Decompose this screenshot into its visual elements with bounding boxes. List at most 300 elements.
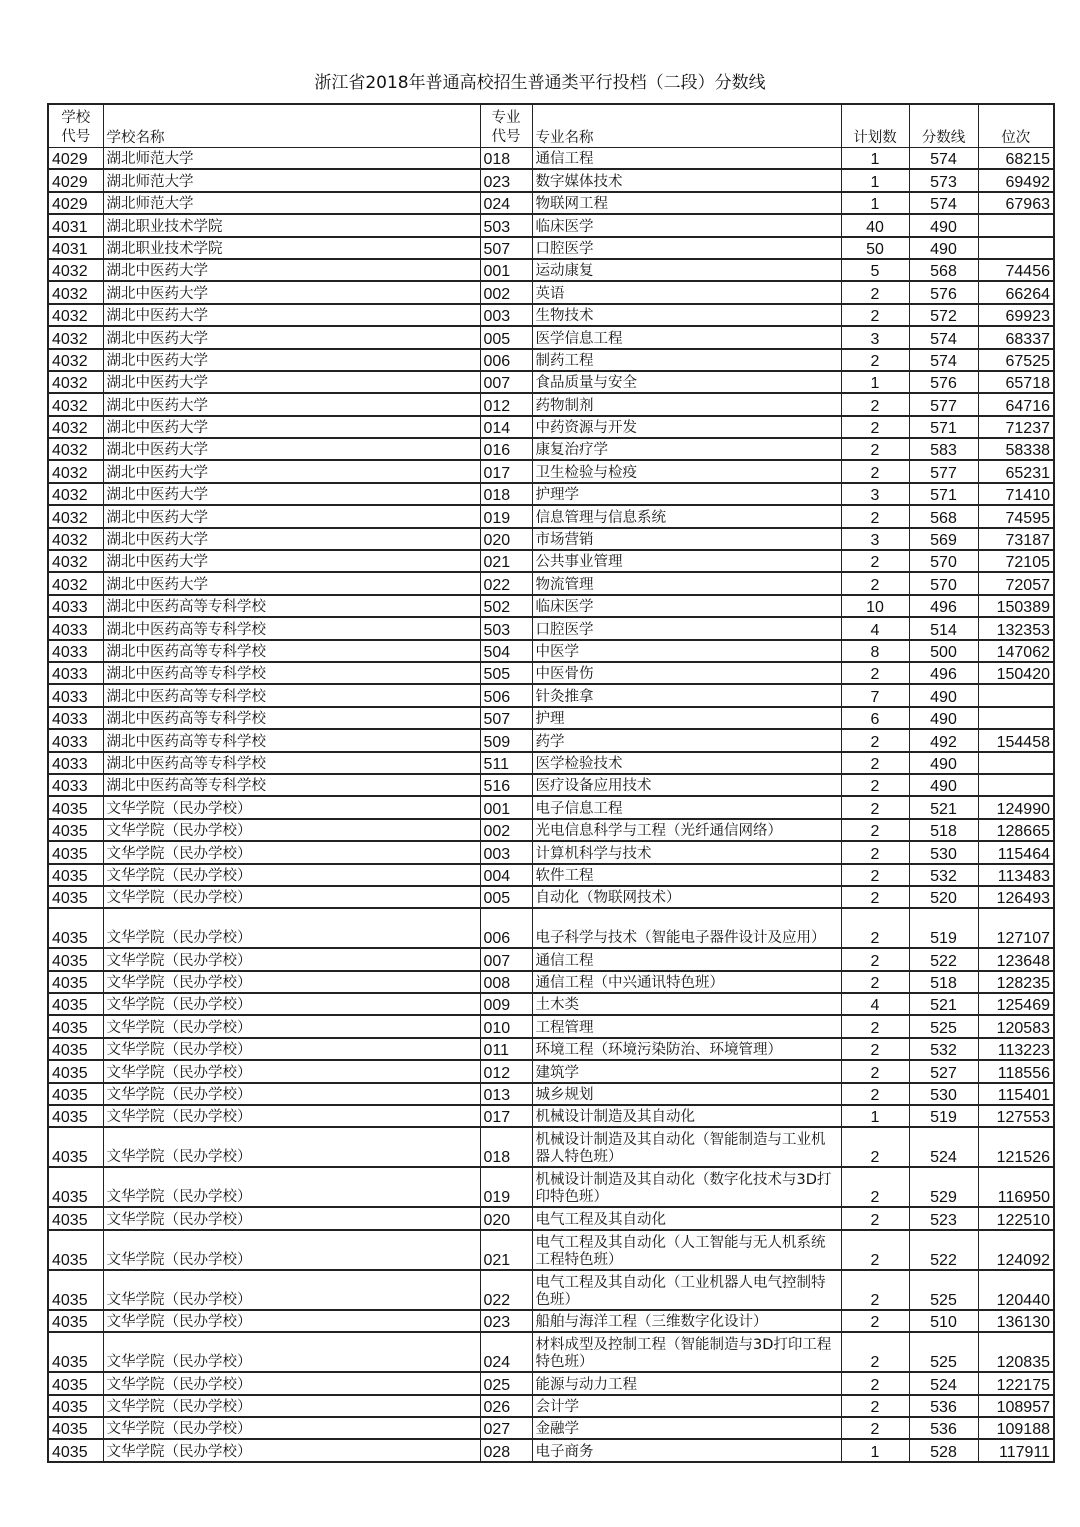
cell-major-code: 026: [480, 1395, 532, 1417]
cell-school-name: 文华学院（民办学校）: [103, 1332, 480, 1372]
cell-major-name: 护理学: [532, 483, 841, 505]
cell-school-code: 4035: [48, 841, 103, 863]
cell-major-name: 口腔医学: [532, 237, 841, 259]
cell-school-name: 文华学院（民办学校）: [103, 864, 480, 886]
cell-plan: 2: [841, 1310, 909, 1332]
cell-plan: 40: [841, 214, 909, 236]
cell-school-name: 文华学院（民办学校）: [103, 1038, 480, 1060]
cell-major-name: 电气工程及其自动化（工业机器人电气控制特色班）: [532, 1270, 841, 1310]
cell-major-code: 019: [480, 505, 532, 527]
cell-school-name: 文华学院（民办学校）: [103, 1310, 480, 1332]
cell-school-name: 湖北中医药大学: [103, 281, 480, 303]
cell-major-code: 024: [480, 192, 532, 214]
cell-plan: 2: [841, 886, 909, 908]
cell-score: 520: [909, 886, 978, 908]
cell-major-code: 011: [480, 1038, 532, 1060]
cell-major-code: 019: [480, 1167, 532, 1207]
cell-school-name: 湖北中医药大学: [103, 349, 480, 371]
cell-rank: 127553: [978, 1105, 1054, 1127]
cell-score: 530: [909, 841, 978, 863]
table-row: [48, 1015, 1054, 1037]
table-row: [48, 550, 1054, 572]
cell-plan: 6: [841, 707, 909, 729]
cell-rank: 109188: [978, 1417, 1054, 1439]
cell-rank: 122510: [978, 1207, 1054, 1229]
cell-rank: 154458: [978, 729, 1054, 751]
cell-score: 570: [909, 572, 978, 594]
cell-school-name: 文华学院（民办学校）: [103, 1439, 480, 1461]
cell-major-code: 018: [480, 483, 532, 505]
score-table: [47, 103, 1055, 1463]
cell-major-name: 制药工程: [532, 349, 841, 371]
cell-plan: 10: [841, 595, 909, 617]
table-row: [48, 841, 1054, 863]
cell-major-name: 电气工程及其自动化（人工智能与无人机系统工程特色班）: [532, 1230, 841, 1270]
cell-plan: 1: [841, 169, 909, 191]
cell-score: 525: [909, 1270, 978, 1310]
cell-score: 571: [909, 483, 978, 505]
cell-school-name: 湖北师范大学: [103, 169, 480, 191]
cell-rank: 150389: [978, 595, 1054, 617]
cell-score: 574: [909, 349, 978, 371]
table-row: [48, 281, 1054, 303]
cell-school-code: 4032: [48, 528, 103, 550]
cell-school-name: 文华学院（民办学校）: [103, 1372, 480, 1394]
cell-plan: 4: [841, 617, 909, 639]
cell-school-name: 文华学院（民办学校）: [103, 1230, 480, 1270]
cell-major-name: 建筑学: [532, 1060, 841, 1082]
cell-plan: 1: [841, 371, 909, 393]
cell-major-name: 临床医学: [532, 214, 841, 236]
table-row: [48, 662, 1054, 684]
cell-major-name: 通信工程: [532, 948, 841, 970]
cell-plan: 2: [841, 1332, 909, 1372]
cell-score: 583: [909, 438, 978, 460]
cell-school-code: 4035: [48, 1417, 103, 1439]
cell-major-code: 503: [480, 214, 532, 236]
table-row: [48, 1332, 1054, 1372]
cell-score: 524: [909, 1127, 978, 1167]
cell-school-code: 4035: [48, 1310, 103, 1332]
cell-school-code: 4035: [48, 1167, 103, 1207]
cell-rank: 124092: [978, 1230, 1054, 1270]
cell-major-name: 医学信息工程: [532, 326, 841, 348]
cell-rank: 69923: [978, 304, 1054, 326]
cell-rank: 122175: [978, 1372, 1054, 1394]
cell-school-name: 湖北中医药大学: [103, 550, 480, 572]
cell-score: 536: [909, 1417, 978, 1439]
cell-major-code: 027: [480, 1417, 532, 1439]
cell-school-code: 4035: [48, 1270, 103, 1310]
cell-plan: 2: [841, 1127, 909, 1167]
cell-school-code: 4035: [48, 971, 103, 993]
table-row: [48, 1310, 1054, 1332]
cell-major-name: 机械设计制造及其自动化（智能制造与工业机器人特色班）: [532, 1127, 841, 1167]
cell-rank: 136130: [978, 1310, 1054, 1332]
cell-major-code: 012: [480, 1060, 532, 1082]
cell-rank: 123648: [978, 948, 1054, 970]
cell-major-name: 环境工程（环境污染防治、环境管理）: [532, 1038, 841, 1060]
table-row: [48, 1230, 1054, 1270]
table-row: [48, 169, 1054, 191]
cell-major-name: 土木类: [532, 993, 841, 1015]
cell-school-code: 4029: [48, 169, 103, 191]
cell-major-name: 物流管理: [532, 572, 841, 594]
cell-major-name: 工程管理: [532, 1015, 841, 1037]
cell-rank: 125469: [978, 993, 1054, 1015]
cell-major-code: 507: [480, 707, 532, 729]
cell-plan: 2: [841, 349, 909, 371]
cell-plan: 5: [841, 259, 909, 281]
cell-school-name: 湖北中医药大学: [103, 483, 480, 505]
cell-school-name: 湖北中医药高等专科学校: [103, 640, 480, 662]
cell-school-name: 文华学院（民办学校）: [103, 886, 480, 908]
table-row: [48, 304, 1054, 326]
cell-score: 572: [909, 304, 978, 326]
cell-school-name: 文华学院（民办学校）: [103, 1060, 480, 1082]
cell-major-code: 001: [480, 796, 532, 818]
cell-score: 525: [909, 1015, 978, 1037]
cell-school-name: 文华学院（民办学校）: [103, 1417, 480, 1439]
cell-rank: 120835: [978, 1332, 1054, 1372]
cell-school-code: 4035: [48, 886, 103, 908]
cell-school-name: 湖北职业技术学院: [103, 237, 480, 259]
cell-plan: 2: [841, 1015, 909, 1037]
cell-major-name: 卫生检验与检疫: [532, 460, 841, 482]
cell-rank: 113223: [978, 1038, 1054, 1060]
cell-major-code: 006: [480, 908, 532, 948]
cell-school-name: 湖北职业技术学院: [103, 214, 480, 236]
cell-school-name: 湖北中医药高等专科学校: [103, 774, 480, 796]
cell-plan: 8: [841, 640, 909, 662]
cell-score: 492: [909, 729, 978, 751]
cell-rank: 120583: [978, 1015, 1054, 1037]
cell-major-code: 002: [480, 819, 532, 841]
cell-plan: 2: [841, 281, 909, 303]
cell-school-code: 4035: [48, 1105, 103, 1127]
table-row: [48, 1207, 1054, 1229]
cell-school-code: 4032: [48, 371, 103, 393]
cell-rank: 115401: [978, 1083, 1054, 1105]
cell-plan: 2: [841, 1207, 909, 1229]
table-row: [48, 460, 1054, 482]
cell-score: 521: [909, 796, 978, 818]
cell-major-code: 023: [480, 169, 532, 191]
cell-score: 527: [909, 1060, 978, 1082]
cell-plan: 1: [841, 192, 909, 214]
cell-rank: 73187: [978, 528, 1054, 550]
cell-major-code: 024: [480, 1332, 532, 1372]
cell-plan: 2: [841, 908, 909, 948]
cell-school-code: 4032: [48, 349, 103, 371]
cell-school-code: 4029: [48, 147, 103, 169]
cell-rank: 68215: [978, 147, 1054, 169]
cell-school-code: 4035: [48, 1395, 103, 1417]
header-row: [48, 104, 1054, 147]
cell-school-code: 4033: [48, 640, 103, 662]
cell-major-code: 022: [480, 572, 532, 594]
cell-school-code: 4035: [48, 1015, 103, 1037]
cell-rank: 69492: [978, 169, 1054, 191]
cell-major-name: 计算机科学与技术: [532, 841, 841, 863]
cell-major-name: 信息管理与信息系统: [532, 505, 841, 527]
cell-major-name: 英语: [532, 281, 841, 303]
table-row: [48, 729, 1054, 751]
table-row: [48, 752, 1054, 774]
cell-school-name: 文华学院（民办学校）: [103, 948, 480, 970]
cell-school-name: 湖北中医药大学: [103, 438, 480, 460]
cell-score: 496: [909, 595, 978, 617]
cell-score: 514: [909, 617, 978, 639]
cell-plan: 2: [841, 841, 909, 863]
cell-score: 525: [909, 1332, 978, 1372]
table-row: [48, 1105, 1054, 1127]
cell-rank: 58338: [978, 438, 1054, 460]
cell-school-code: 4035: [48, 1060, 103, 1082]
cell-school-name: 文华学院（民办学校）: [103, 1105, 480, 1127]
cell-major-code: 511: [480, 752, 532, 774]
table-row: [48, 326, 1054, 348]
cell-school-code: 4032: [48, 572, 103, 594]
cell-rank: 150420: [978, 662, 1054, 684]
table-row: [48, 528, 1054, 550]
cell-school-name: 湖北中医药大学: [103, 416, 480, 438]
cell-rank: 65718: [978, 371, 1054, 393]
cell-major-code: 021: [480, 1230, 532, 1270]
cell-school-code: 4033: [48, 729, 103, 751]
cell-major-code: 025: [480, 1372, 532, 1394]
cell-school-code: 4035: [48, 1207, 103, 1229]
cell-school-name: 文华学院（民办学校）: [103, 796, 480, 818]
cell-rank: 128235: [978, 971, 1054, 993]
cell-school-name: 文华学院（民办学校）: [103, 993, 480, 1015]
cell-plan: 2: [841, 819, 909, 841]
cell-major-code: 014: [480, 416, 532, 438]
cell-major-name: 电子商务: [532, 1439, 841, 1461]
table-row: [48, 192, 1054, 214]
cell-score: 490: [909, 684, 978, 706]
cell-major-code: 004: [480, 864, 532, 886]
cell-major-code: 006: [480, 349, 532, 371]
cell-score: 521: [909, 993, 978, 1015]
cell-school-code: 4035: [48, 819, 103, 841]
cell-score: 576: [909, 371, 978, 393]
cell-major-name: 机械设计制造及其自动化（数字化技术与3D打印特色班）: [532, 1167, 841, 1207]
cell-school-code: 4035: [48, 796, 103, 818]
cell-major-code: 509: [480, 729, 532, 751]
table-row: [48, 438, 1054, 460]
cell-school-name: 湖北中医药大学: [103, 460, 480, 482]
cell-score: 518: [909, 971, 978, 993]
cell-major-name: 物联网工程: [532, 192, 841, 214]
cell-plan: 3: [841, 528, 909, 550]
cell-school-code: 4032: [48, 281, 103, 303]
cell-major-name: 药学: [532, 729, 841, 751]
cell-score: 510: [909, 1310, 978, 1332]
cell-plan: 1: [841, 1105, 909, 1127]
cell-rank: 64716: [978, 393, 1054, 415]
cell-school-name: 文华学院（民办学校）: [103, 908, 480, 948]
cell-score: 569: [909, 528, 978, 550]
cell-rank: 71237: [978, 416, 1054, 438]
cell-school-name: 湖北师范大学: [103, 147, 480, 169]
cell-major-code: 016: [480, 438, 532, 460]
table-row: [48, 971, 1054, 993]
cell-rank: 72057: [978, 572, 1054, 594]
cell-score: 573: [909, 169, 978, 191]
cell-score: 574: [909, 192, 978, 214]
cell-rank: 113483: [978, 864, 1054, 886]
cell-plan: 2: [841, 1167, 909, 1207]
cell-score: 530: [909, 1083, 978, 1105]
cell-major-name: 中医骨伤: [532, 662, 841, 684]
table-row: [48, 1127, 1054, 1167]
cell-rank: 67525: [978, 349, 1054, 371]
cell-major-code: 502: [480, 595, 532, 617]
cell-score: 490: [909, 237, 978, 259]
cell-plan: 2: [841, 662, 909, 684]
cell-major-code: 003: [480, 304, 532, 326]
cell-school-code: 4032: [48, 326, 103, 348]
cell-rank: 132353: [978, 617, 1054, 639]
cell-school-name: 湖北中医药高等专科学校: [103, 662, 480, 684]
cell-major-name: 中药资源与开发: [532, 416, 841, 438]
cell-school-name: 文华学院（民办学校）: [103, 1207, 480, 1229]
table-row: [48, 886, 1054, 908]
cell-rank: 116950: [978, 1167, 1054, 1207]
cell-rank: 65231: [978, 460, 1054, 482]
cell-major-code: 005: [480, 886, 532, 908]
table-row: [48, 707, 1054, 729]
cell-school-code: 4032: [48, 416, 103, 438]
table-row: [48, 1060, 1054, 1082]
cell-rank: 124990: [978, 796, 1054, 818]
cell-major-name: 药物制剂: [532, 393, 841, 415]
header-major-code: 专业 代号: [480, 104, 532, 147]
cell-rank: 72105: [978, 550, 1054, 572]
cell-major-code: 007: [480, 371, 532, 393]
cell-major-name: 城乡规划: [532, 1083, 841, 1105]
header-major-name: 专业名称: [532, 104, 841, 147]
cell-school-code: 4033: [48, 617, 103, 639]
table-row: [48, 819, 1054, 841]
cell-major-code: 017: [480, 1105, 532, 1127]
cell-school-code: 4035: [48, 1230, 103, 1270]
cell-school-name: 湖北中医药大学: [103, 393, 480, 415]
cell-major-name: 船舶与海洋工程（三维数字化设计）: [532, 1310, 841, 1332]
cell-school-name: 湖北中医药大学: [103, 371, 480, 393]
cell-plan: 2: [841, 505, 909, 527]
cell-plan: 3: [841, 483, 909, 505]
cell-major-name: 通信工程（中兴通讯特色班）: [532, 971, 841, 993]
cell-school-code: 4033: [48, 595, 103, 617]
table-row: [48, 1038, 1054, 1060]
cell-score: 522: [909, 1230, 978, 1270]
header-plan: 计划数: [841, 104, 909, 147]
cell-rank: [978, 214, 1054, 236]
cell-school-name: 湖北中医药高等专科学校: [103, 707, 480, 729]
cell-score: 536: [909, 1395, 978, 1417]
cell-major-code: 506: [480, 684, 532, 706]
table-row: [48, 595, 1054, 617]
cell-plan: 2: [841, 1395, 909, 1417]
cell-score: 568: [909, 259, 978, 281]
cell-plan: 1: [841, 1439, 909, 1461]
cell-major-code: 003: [480, 841, 532, 863]
cell-major-name: 医疗设备应用技术: [532, 774, 841, 796]
cell-school-code: 4032: [48, 304, 103, 326]
cell-school-name: 文华学院（民办学校）: [103, 1127, 480, 1167]
cell-plan: 7: [841, 684, 909, 706]
cell-plan: 2: [841, 416, 909, 438]
cell-score: 528: [909, 1439, 978, 1461]
cell-school-code: 4035: [48, 993, 103, 1015]
cell-major-name: 电气工程及其自动化: [532, 1207, 841, 1229]
cell-plan: 2: [841, 729, 909, 751]
cell-school-name: 文华学院（民办学校）: [103, 819, 480, 841]
cell-major-name: 康复治疗学: [532, 438, 841, 460]
cell-plan: 3: [841, 326, 909, 348]
cell-rank: 71410: [978, 483, 1054, 505]
cell-score: 529: [909, 1167, 978, 1207]
table-row: [48, 993, 1054, 1015]
cell-school-code: 4035: [48, 864, 103, 886]
table-row: [48, 1167, 1054, 1207]
cell-major-code: 017: [480, 460, 532, 482]
cell-major-name: 护理: [532, 707, 841, 729]
cell-plan: 2: [841, 752, 909, 774]
cell-school-code: 4035: [48, 1083, 103, 1105]
cell-plan: 2: [841, 550, 909, 572]
cell-school-name: 文华学院（民办学校）: [103, 1167, 480, 1207]
cell-school-name: 文华学院（民办学校）: [103, 1395, 480, 1417]
cell-rank: 117911: [978, 1439, 1054, 1461]
cell-rank: [978, 774, 1054, 796]
table-row: [48, 416, 1054, 438]
table-row: [48, 1417, 1054, 1439]
cell-school-code: 4035: [48, 1038, 103, 1060]
cell-plan: 2: [841, 1417, 909, 1439]
cell-rank: 118556: [978, 1060, 1054, 1082]
cell-plan: 2: [841, 1060, 909, 1082]
cell-rank: 147062: [978, 640, 1054, 662]
cell-school-name: 湖北中医药大学: [103, 572, 480, 594]
cell-major-name: 食品质量与安全: [532, 371, 841, 393]
cell-score: 574: [909, 147, 978, 169]
cell-score: 500: [909, 640, 978, 662]
cell-school-code: 4032: [48, 460, 103, 482]
cell-school-code: 4032: [48, 483, 103, 505]
cell-score: 490: [909, 214, 978, 236]
cell-school-code: 4032: [48, 550, 103, 572]
cell-plan: 2: [841, 796, 909, 818]
cell-school-code: 4035: [48, 908, 103, 948]
cell-school-code: 4033: [48, 707, 103, 729]
cell-plan: 2: [841, 1083, 909, 1105]
cell-plan: 2: [841, 774, 909, 796]
table-row: [48, 147, 1054, 169]
cell-rank: 120440: [978, 1270, 1054, 1310]
cell-school-name: 湖北中医药大学: [103, 304, 480, 326]
cell-plan: 2: [841, 864, 909, 886]
cell-school-name: 文华学院（民办学校）: [103, 841, 480, 863]
cell-plan: 2: [841, 460, 909, 482]
cell-score: 577: [909, 460, 978, 482]
cell-major-code: 021: [480, 550, 532, 572]
cell-major-name: 市场营销: [532, 528, 841, 550]
cell-school-code: 4032: [48, 259, 103, 281]
table-row: [48, 259, 1054, 281]
